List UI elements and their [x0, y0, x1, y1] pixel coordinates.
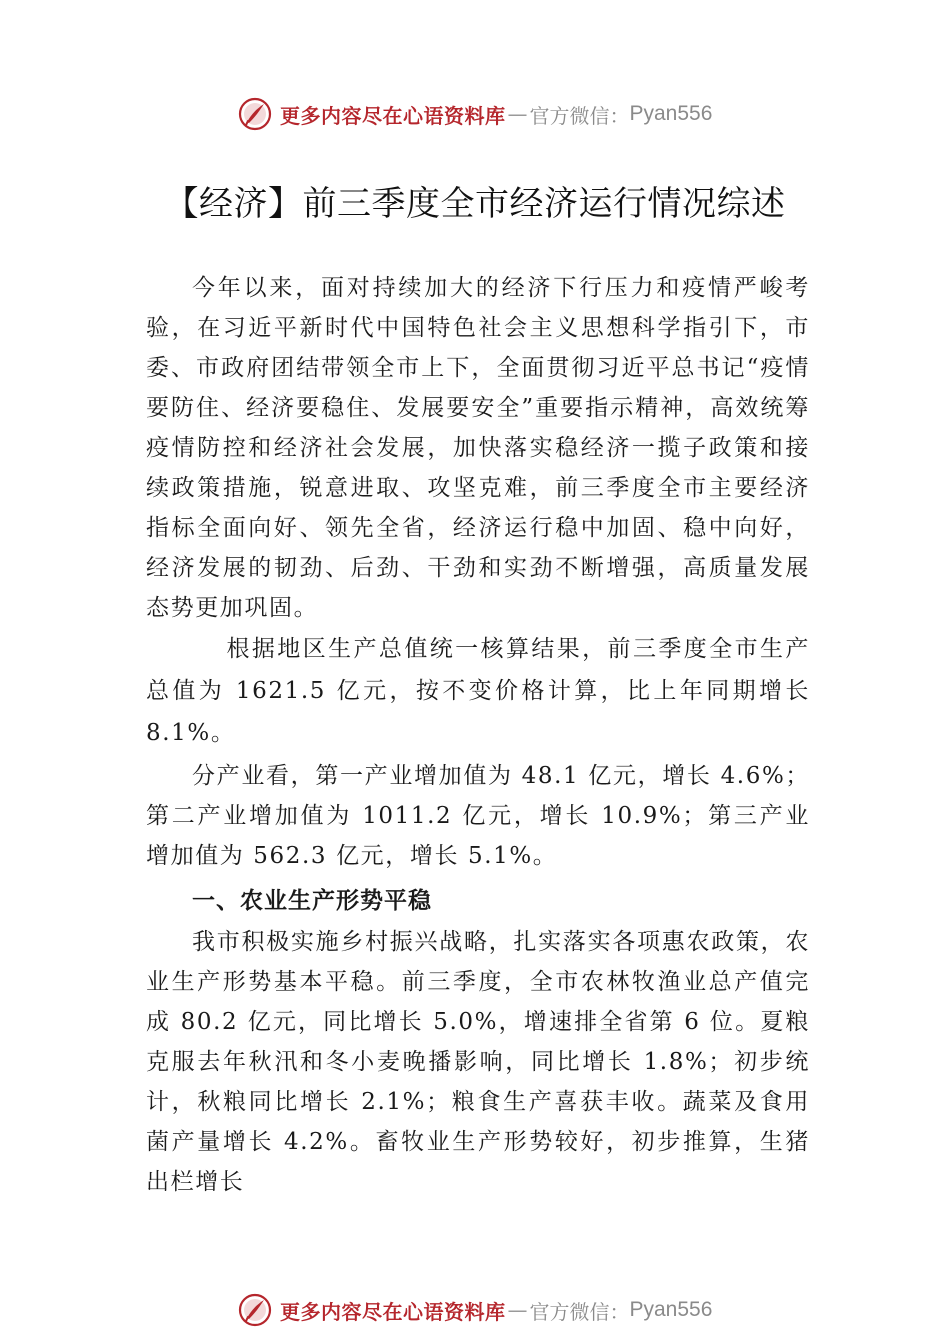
banner-wechat-label: 官方微信：	[529, 103, 630, 128]
banner-wechat-id: Pyan556	[629, 1298, 713, 1321]
quill-seal-icon	[238, 97, 272, 131]
quill-seal-icon	[238, 1293, 272, 1327]
banner-dash: —	[507, 1298, 528, 1322]
paragraph-intro: 今年以来，面对持续加大的经济下行压力和疫情严峻考验，在习近平新时代中国特色社会主义思想科学指引下，市委、市政府团结带领全市上下，全面贯彻习近平总书记“疫情要防住、经济要稳住、发展要安全”重要指示精神，高效统筹疫情防控和经济社会发展，加快落实稳经济一揽子政策和接续政策措施，锐意进取、攻坚克难，前三季度全市主要经济指标全面向好、领先全省，经济运行稳中加固、稳中向好，经济发展的韧劲、后劲、干劲和实劲不断增强，高质量发展态势更加巩固。	[146, 275, 810, 621]
banner-brand-text: 更多内容尽在心语资料库	[280, 103, 506, 128]
header-watermark-banner	[238, 94, 712, 134]
footer-watermark-banner	[238, 1290, 712, 1330]
paragraph-agriculture: 我市积极实施乡村振兴战略，扎实落实各项惠农政策，农业生产形势基本平稳。前三季度，全市农林牧渔业总产值完成 80.2 亿元，同比增长 5.0%，增速排全省第 6 位。夏粮克服去年秋汛和冬小麦晚播影响，同比增长 1.8%；初步统计，秋粮同比增长 2.1%；粮食生产喜获丰收。蔬菜及食用菌产量增长 4.2%。畜牧业生产形势较好，初步推算，生猪出栏增长	[146, 929, 810, 1195]
section-heading-agriculture: 一、农业生产形势平稳	[192, 888, 432, 914]
document-body	[146, 268, 810, 1202]
banner-wechat-label: 官方微信：	[529, 1299, 630, 1324]
banner-dash: —	[507, 102, 528, 126]
document-title: 【经济】前三季度全市经济运行情况综述	[164, 184, 786, 224]
banner-wechat-id: Pyan556	[629, 102, 713, 125]
banner-brand-text: 更多内容尽在心语资料库	[280, 1299, 506, 1324]
paragraph-industry-sectors: 分产业看，第一产业增加值为 48.1 亿元，增长 4.6%；第二产业增加值为 1011.2 亿元，增长 10.9%；第三产业增加值为 562.3 亿元，增长 5.1%。	[146, 763, 810, 869]
paragraph-gdp-total: 根据地区生产总值统一核算结果，前三季度全市生产总值为 1621.5 亿元，按不变价格计算，比上年同期增长 8.1%。	[146, 636, 810, 746]
